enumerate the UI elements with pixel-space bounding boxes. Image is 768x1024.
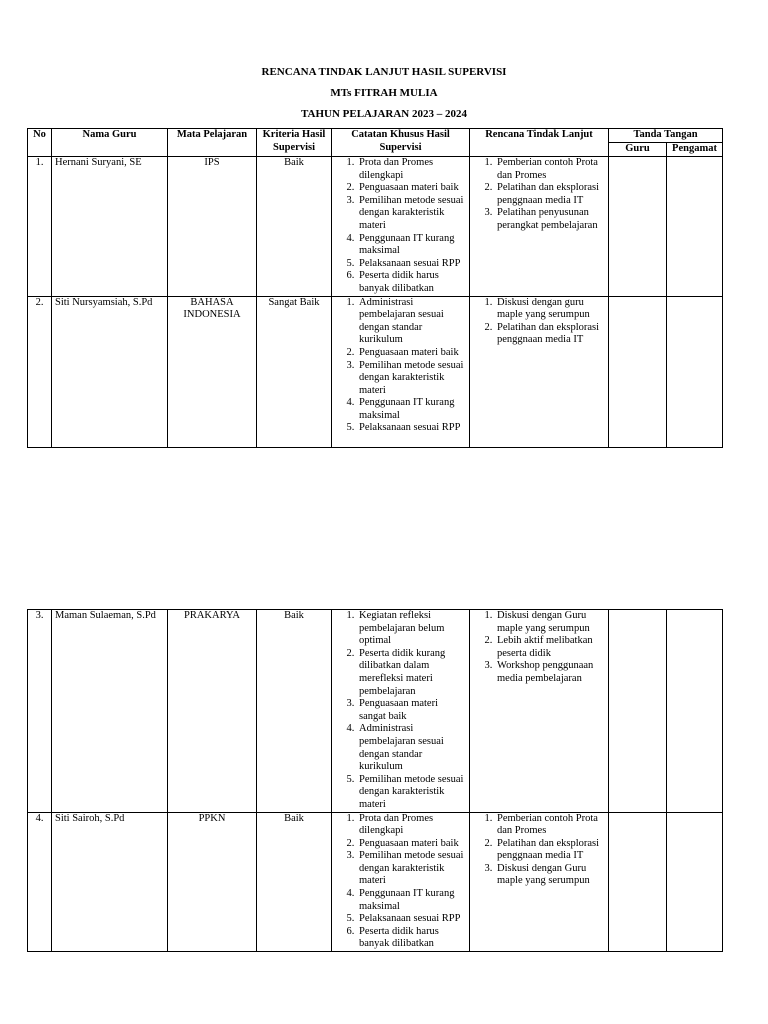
signature-pengamat: [667, 296, 723, 447]
list-item: 3. Pemilihan metode sesuai dengan karakteristik materi: [357, 850, 466, 888]
subject: PRAKARYA: [168, 610, 257, 813]
special-notes-list: [335, 297, 466, 436]
list-item: 2. Pelatihan dan eksplorasi penggnaan media IT: [495, 838, 605, 863]
table-row: [28, 157, 723, 297]
signature-guru: [609, 296, 667, 447]
list-item: 6. Peserta didik harus banyak dilibatkan: [357, 270, 466, 295]
list-item: 1. Prota dan Promes dilengkapi: [357, 813, 466, 838]
special-notes-list: [335, 157, 466, 296]
table-row: [28, 812, 723, 952]
signature-pengamat: [667, 610, 723, 813]
academic-year: TAHUN PELAJARAN 2023 – 2024: [300, 108, 468, 120]
list-item: 1. Prota dan Promes dilengkapi: [357, 157, 466, 182]
list-item: 5. Pelaksanaan sesuai RPP: [357, 422, 466, 435]
list-item: 2. Pelatihan dan eksplorasi penggnaan media IT: [495, 322, 605, 347]
special-notes: [332, 812, 470, 952]
list-item: 3. Pemilihan metode sesuai dengan karakteristik materi: [357, 360, 466, 398]
supervision-table-part-2: [27, 609, 723, 952]
list-item: 1. Pemberian contoh Prota dan Promes: [495, 813, 605, 838]
special-notes-list: [335, 610, 466, 812]
list-item: 1. Administrasi pembelajaran sesuai dengan standar kurikulum: [357, 297, 466, 347]
follow-up-plan: [470, 610, 609, 813]
row-number: 3.: [28, 610, 52, 813]
teacher-name: Maman Sulaeman, S.Pd: [52, 610, 168, 813]
list-item: 1. Diskusi dengan Guru maple yang serumpun: [495, 610, 605, 635]
list-item: 4. Penggunaan IT kurang maksimal: [357, 233, 466, 258]
follow-up-plan: [470, 157, 609, 297]
document-title: RENCANA TINDAK LANJUT HASIL SUPERVISI: [261, 66, 507, 78]
criteria: Baik: [257, 610, 332, 813]
follow-up-plan-list: [473, 297, 605, 347]
follow-up-plan-list: [473, 610, 605, 686]
signature-guru: [609, 610, 667, 813]
list-item: 3. Workshop penggunaan media pembelajaran: [495, 660, 605, 685]
table-row: [28, 296, 723, 447]
list-item: 2. Penguasaan materi baik: [357, 838, 466, 851]
list-item: 4. Penggunaan IT kurang maksimal: [357, 397, 466, 422]
list-item: 3. Pelatihan penyusunan perangkat pembelajaran: [495, 207, 605, 232]
list-item: 2. Pelatihan dan eksplorasi penggnaan media IT: [495, 182, 605, 207]
list-item: 2. Lebih aktif melibatkan peserta didik: [495, 635, 605, 660]
criteria: Sangat Baik: [257, 296, 332, 447]
list-item: 3. Diskusi dengan Guru maple yang serumpun: [495, 863, 605, 888]
signature-pengamat: [667, 812, 723, 952]
special-notes-list: [335, 813, 466, 952]
row-number: 2.: [28, 296, 52, 447]
special-notes: [332, 157, 470, 297]
teacher-name: Hernani Suryani, SE: [52, 157, 168, 297]
list-item: 6. Peserta didik harus banyak dilibatkan: [357, 926, 466, 951]
col-header-tanda-tangan: Tanda Tangan: [609, 129, 723, 143]
follow-up-plan: [470, 296, 609, 447]
list-item: 1. Diskusi dengan guru maple yang serumpun: [495, 297, 605, 322]
list-item: 1. Kegiatan refleksi pembelajaran belum optimal: [357, 610, 466, 648]
col-header-nama-guru: Nama Guru: [52, 129, 168, 157]
list-item: 1. Pemberian contoh Prota dan Promes: [495, 157, 605, 182]
list-item: 2. Penguasaan materi baik: [357, 347, 466, 360]
special-notes: [332, 296, 470, 447]
list-item: 4. Penggunaan IT kurang maksimal: [357, 888, 466, 913]
col-header-no: No: [28, 129, 52, 157]
supervision-table-part-1: [27, 128, 723, 448]
list-item: 3. Pemilihan metode sesuai dengan karakteristik materi: [357, 195, 466, 233]
subject: BAHASA INDONESIA: [168, 296, 257, 447]
teacher-name: Siti Sairoh, S.Pd: [52, 812, 168, 952]
col-header-pengamat: Pengamat: [667, 143, 723, 157]
follow-up-plan: [470, 812, 609, 952]
table-row: [28, 610, 723, 813]
list-item: 4. Administrasi pembelajaran sesuai dengan standar kurikulum: [357, 723, 466, 773]
list-item: 5. Pemilihan metode sesuai dengan karakteristik materi: [357, 774, 466, 812]
subject: IPS: [168, 157, 257, 297]
signature-guru: [609, 812, 667, 952]
criteria: Baik: [257, 157, 332, 297]
school-name: MTs FITRAH MULIA: [330, 87, 438, 99]
follow-up-plan-list: [473, 813, 605, 889]
follow-up-plan-list: [473, 157, 605, 233]
col-header-kriteria: Kriteria Hasil Supervisi: [257, 129, 332, 157]
special-notes: [332, 610, 470, 813]
criteria: Baik: [257, 812, 332, 952]
subject: PPKN: [168, 812, 257, 952]
list-item: 5. Pelaksanaan sesuai RPP: [357, 913, 466, 926]
list-item: 3. Penguasaan materi sangat baik: [357, 698, 466, 723]
signature-guru: [609, 157, 667, 297]
col-header-mata-pelajaran: Mata Pelajaran: [168, 129, 257, 157]
signature-pengamat: [667, 157, 723, 297]
col-header-guru: Guru: [609, 143, 667, 157]
row-number: 1.: [28, 157, 52, 297]
col-header-rencana: Rencana Tindak Lanjut: [470, 129, 609, 157]
col-header-catatan: Catatan Khusus Hasil Supervisi: [332, 129, 470, 157]
list-item: 5. Pelaksanaan sesuai RPP: [357, 258, 466, 271]
list-item: 2. Penguasaan materi baik: [357, 182, 466, 195]
list-item: 2. Peserta didik kurang dilibatkan dalam merefleksi materi pembelajaran: [357, 648, 466, 698]
teacher-name: Siti Nursyamsiah, S.Pd: [52, 296, 168, 447]
row-number: 4.: [28, 812, 52, 952]
